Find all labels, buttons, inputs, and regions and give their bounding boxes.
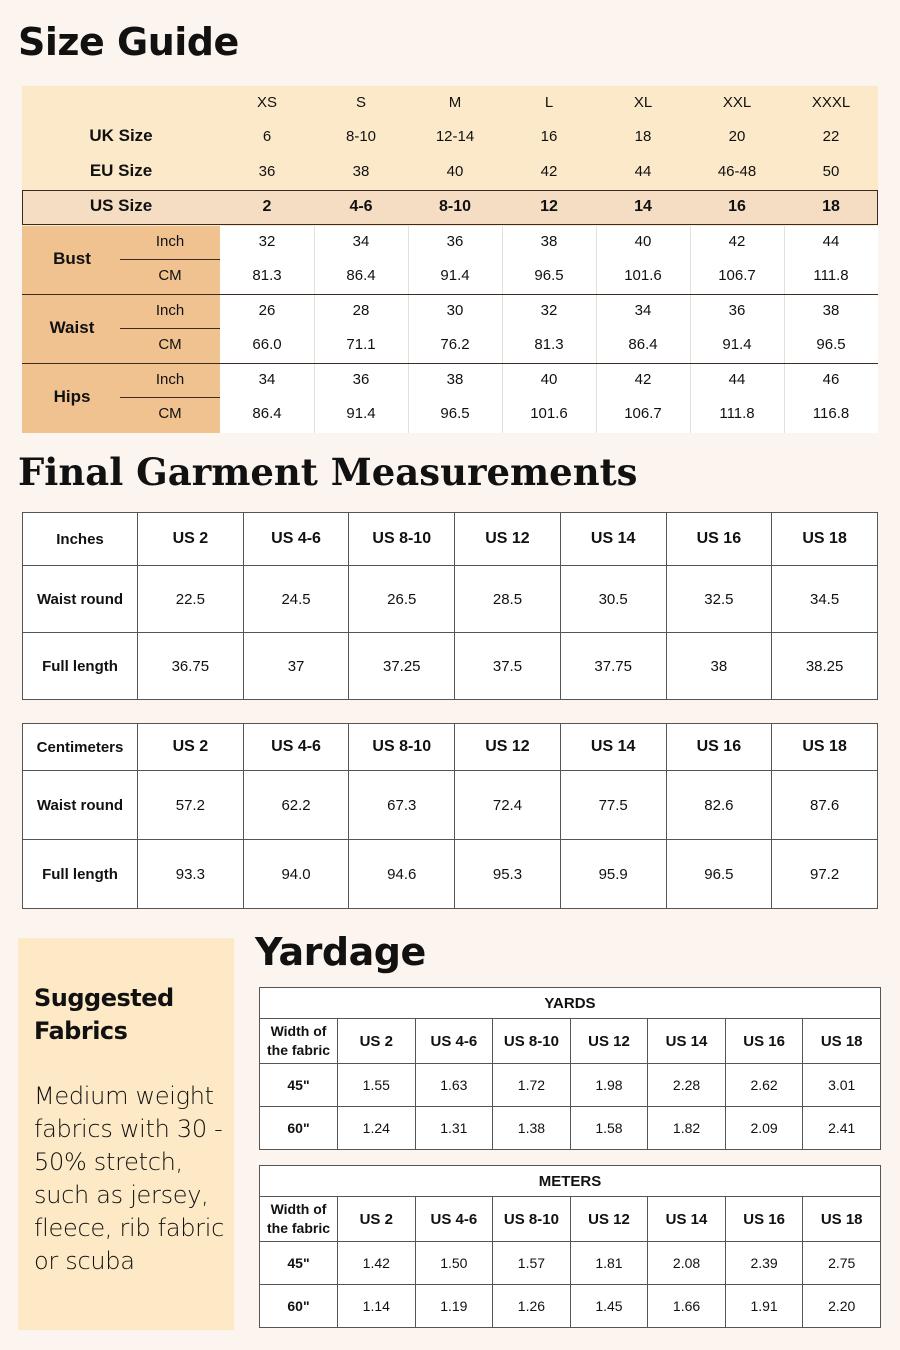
us-header: US 4-6 xyxy=(243,513,349,566)
row-label: 45" xyxy=(260,1242,338,1285)
uk-size-value: 12-14 xyxy=(435,128,475,145)
table-cell: 2.09 xyxy=(725,1107,803,1150)
eu-size-value: 36 xyxy=(258,163,276,180)
size-code: XS xyxy=(256,94,277,111)
width-of-fabric-label: Width of the fabric xyxy=(260,1197,338,1242)
table-cell: 2.08 xyxy=(648,1242,726,1285)
hips-inch-value: 38 xyxy=(446,371,464,388)
hips-inch-value: 42 xyxy=(634,371,652,388)
table-cell: 2.75 xyxy=(803,1242,881,1285)
garment-centimeters-table xyxy=(22,723,878,909)
waist-inch-value: 38 xyxy=(822,302,840,319)
bust-inch-value: 34 xyxy=(352,233,370,250)
centimeters-header: Centimeters xyxy=(23,724,138,771)
meters-header: METERS xyxy=(260,1166,881,1197)
us-size-value: 14 xyxy=(634,198,652,215)
table-cell: 62.2 xyxy=(243,771,349,840)
table-cell: 1.14 xyxy=(338,1285,416,1328)
bust-inch-value: 36 xyxy=(446,233,464,250)
us-header: US 14 xyxy=(560,724,666,771)
table-cell: 34.5 xyxy=(772,566,878,633)
us-header: US 18 xyxy=(772,513,878,566)
row-label: Full length xyxy=(23,633,138,700)
table-cell: 77.5 xyxy=(560,771,666,840)
us-header: US 8-10 xyxy=(349,724,455,771)
table-cell: 32.5 xyxy=(666,566,772,633)
us-header: US 12 xyxy=(570,1019,648,1064)
hips-label: Hips xyxy=(53,387,91,406)
table-cell: 24.5 xyxy=(243,566,349,633)
table-cell: 1.55 xyxy=(338,1064,416,1107)
us-header: US 12 xyxy=(455,724,561,771)
bust-inch-value: 32 xyxy=(258,233,276,250)
uk-size-value: 20 xyxy=(728,128,746,145)
bust-cm-value: 86.4 xyxy=(346,267,376,284)
yardage-title: Yardage xyxy=(255,930,426,974)
us-size-value: 2 xyxy=(262,198,272,215)
table-cell: 93.3 xyxy=(138,840,244,909)
waist-cm-value: 91.4 xyxy=(722,336,752,353)
table-cell: 1.42 xyxy=(338,1242,416,1285)
eu-size-value: 40 xyxy=(446,163,464,180)
us-header: US 4-6 xyxy=(415,1197,493,1242)
waist-label: Waist xyxy=(49,318,95,337)
waist-inch-value: 28 xyxy=(352,302,370,319)
hips-inch-value: 44 xyxy=(728,371,746,388)
eu-size-value: 46-48 xyxy=(717,163,757,180)
uk-size-value: 6 xyxy=(262,128,272,145)
bust-cm-value: 91.4 xyxy=(440,267,470,284)
column-separator xyxy=(784,226,785,433)
column-separator xyxy=(596,226,597,433)
hips-inch-value: 36 xyxy=(352,371,370,388)
table-row xyxy=(23,840,878,909)
uk-size-value: 18 xyxy=(634,128,652,145)
table-cell: 1.50 xyxy=(415,1242,493,1285)
row-label: 60" xyxy=(260,1107,338,1150)
waist-cm-value: 96.5 xyxy=(816,336,846,353)
waist-cm-unit: CM xyxy=(158,336,182,353)
eu-size-value: 44 xyxy=(634,163,652,180)
table-row xyxy=(260,1107,881,1150)
bust-cm-value: 81.3 xyxy=(252,267,282,284)
suggested-fabrics-text: Medium weight fabrics with 30 - 50% stretch, such as jersey, fleece, rib fabric or scuba xyxy=(34,1082,224,1275)
table-cell: 72.4 xyxy=(455,771,561,840)
size-code: M xyxy=(448,94,462,111)
us-size-label: US Size xyxy=(89,196,153,215)
table-cell: 87.6 xyxy=(772,771,878,840)
size-guide-title: Size Guide xyxy=(18,20,239,64)
table-cell: 96.5 xyxy=(666,840,772,909)
hips-cm-value: 106.7 xyxy=(624,405,662,422)
waist-inch-value: 36 xyxy=(728,302,746,319)
table-row xyxy=(260,1242,881,1285)
us-header: US 2 xyxy=(138,724,244,771)
table-cell: 1.63 xyxy=(415,1064,493,1107)
table-cell: 2.39 xyxy=(725,1242,803,1285)
table-cell: 1.66 xyxy=(648,1285,726,1328)
us-size-value: 4-6 xyxy=(349,198,373,215)
hips-inch-value: 40 xyxy=(540,371,558,388)
table-cell: 1.24 xyxy=(338,1107,416,1150)
eu-size-value: 38 xyxy=(352,163,370,180)
size-code: XL xyxy=(633,94,653,111)
eu-size-value: 42 xyxy=(540,163,558,180)
bust-inch-unit: Inch xyxy=(155,233,185,250)
table-row xyxy=(260,1064,881,1107)
us-header: US 2 xyxy=(338,1197,416,1242)
table-cell: 1.98 xyxy=(570,1064,648,1107)
hips-unit-divider xyxy=(120,397,220,398)
us-header: US 14 xyxy=(648,1197,726,1242)
us-header: US 12 xyxy=(455,513,561,566)
table-cell: 37 xyxy=(243,633,349,700)
hips-cm-value: 91.4 xyxy=(346,405,376,422)
table-cell: 1.26 xyxy=(493,1285,571,1328)
table-row xyxy=(260,1285,881,1328)
hips-cm-value: 111.8 xyxy=(719,405,755,422)
table-row xyxy=(23,633,878,700)
waist-inch-value: 26 xyxy=(258,302,276,319)
table-cell: 1.38 xyxy=(493,1107,571,1150)
uk-size-value: 16 xyxy=(540,128,558,145)
waist-unit-divider xyxy=(120,328,220,329)
table-cell: 1.31 xyxy=(415,1107,493,1150)
us-header: US 18 xyxy=(803,1197,881,1242)
size-code: L xyxy=(544,94,554,111)
us-size-value: 12 xyxy=(540,198,558,215)
table-row xyxy=(23,566,878,633)
table-cell: 94.0 xyxy=(243,840,349,909)
hips-cm-value: 86.4 xyxy=(252,405,282,422)
hips-cm-value: 101.6 xyxy=(530,405,568,422)
table-cell: 37.5 xyxy=(455,633,561,700)
size-code: XXXL xyxy=(811,94,851,111)
waist-cm-value: 76.2 xyxy=(440,336,470,353)
us-header: US 18 xyxy=(772,724,878,771)
bust-cm-unit: CM xyxy=(158,267,182,284)
row-label: 45" xyxy=(260,1064,338,1107)
us-header: US 12 xyxy=(570,1197,648,1242)
waist-inch-value: 32 xyxy=(540,302,558,319)
us-header: US 16 xyxy=(666,513,772,566)
table-cell: 2.28 xyxy=(648,1064,726,1107)
table-cell: 95.3 xyxy=(455,840,561,909)
final-garment-title: Final Garment Measurements xyxy=(18,450,638,494)
bust-inch-value: 42 xyxy=(728,233,746,250)
table-cell: 3.01 xyxy=(803,1064,881,1107)
table-cell: 97.2 xyxy=(772,840,878,909)
table-cell: 38.25 xyxy=(772,633,878,700)
bust-cm-value: 106.7 xyxy=(718,267,756,284)
bust-waist-divider xyxy=(22,294,878,295)
us-header: US 14 xyxy=(648,1019,726,1064)
us-header: US 18 xyxy=(803,1019,881,1064)
us-header: US 8-10 xyxy=(493,1019,571,1064)
row-label: Waist round xyxy=(23,771,138,840)
waist-cm-value: 86.4 xyxy=(628,336,658,353)
table-cell: 82.6 xyxy=(666,771,772,840)
hips-cm-value: 116.8 xyxy=(812,405,850,422)
table-cell: 1.58 xyxy=(570,1107,648,1150)
bust-inch-value: 44 xyxy=(822,233,840,250)
us-header: US 4-6 xyxy=(243,724,349,771)
us-header: US 2 xyxy=(338,1019,416,1064)
eu-size-value: 50 xyxy=(822,163,840,180)
waist-hips-divider xyxy=(22,363,878,364)
table-cell: 67.3 xyxy=(349,771,455,840)
measure-values-area xyxy=(220,226,878,433)
bust-cm-value: 101.6 xyxy=(624,267,662,284)
size-guide-table xyxy=(22,86,878,433)
table-cell: 26.5 xyxy=(349,566,455,633)
table-cell: 30.5 xyxy=(560,566,666,633)
table-cell: 94.6 xyxy=(349,840,455,909)
table-cell: 57.2 xyxy=(138,771,244,840)
uk-size-value: 8-10 xyxy=(345,128,377,145)
yards-header: YARDS xyxy=(260,988,881,1019)
bust-cm-value: 111.8 xyxy=(813,267,849,284)
table-cell: 1.91 xyxy=(725,1285,803,1328)
table-cell: 1.81 xyxy=(570,1242,648,1285)
inches-header: Inches xyxy=(23,513,138,566)
bust-inch-value: 38 xyxy=(540,233,558,250)
table-cell: 2.41 xyxy=(803,1107,881,1150)
size-code: XXL xyxy=(722,94,752,111)
waist-cm-value: 66.0 xyxy=(252,336,282,353)
table-cell: 2.62 xyxy=(725,1064,803,1107)
table-cell: 95.9 xyxy=(560,840,666,909)
bust-inch-value: 40 xyxy=(634,233,652,250)
table-cell: 1.82 xyxy=(648,1107,726,1150)
table-cell: 37.75 xyxy=(560,633,666,700)
width-of-fabric-label: Width of the fabric xyxy=(260,1019,338,1064)
us-size-value: 16 xyxy=(728,198,746,215)
row-label: Waist round xyxy=(23,566,138,633)
table-cell: 2.20 xyxy=(803,1285,881,1328)
column-separator xyxy=(314,226,315,433)
table-cell: 38 xyxy=(666,633,772,700)
yards-table xyxy=(259,987,881,1150)
bust-unit-divider xyxy=(120,259,220,260)
us-size-value: 18 xyxy=(822,198,840,215)
table-cell: 37.25 xyxy=(349,633,455,700)
uk-size-label: UK Size xyxy=(89,126,153,145)
us-header: US 16 xyxy=(725,1019,803,1064)
size-code: S xyxy=(355,94,366,111)
bust-cm-value: 96.5 xyxy=(534,267,564,284)
column-separator xyxy=(408,226,409,433)
waist-inch-value: 34 xyxy=(634,302,652,319)
hips-inch-value: 34 xyxy=(258,371,276,388)
column-separator xyxy=(502,226,503,433)
table-cell: 36.75 xyxy=(138,633,244,700)
hips-cm-value: 96.5 xyxy=(440,405,470,422)
uk-size-value: 22 xyxy=(822,128,840,145)
us-header: US 8-10 xyxy=(349,513,455,566)
bust-label: Bust xyxy=(53,249,91,268)
us-size-value: 8-10 xyxy=(438,198,472,215)
us-header: US 8-10 xyxy=(493,1197,571,1242)
waist-inch-unit: Inch xyxy=(155,302,185,319)
meters-table xyxy=(259,1165,881,1328)
waist-inch-value: 30 xyxy=(446,302,464,319)
table-cell: 1.57 xyxy=(493,1242,571,1285)
waist-cm-value: 71.1 xyxy=(346,336,376,353)
us-header: US 4-6 xyxy=(415,1019,493,1064)
table-cell: 1.19 xyxy=(415,1285,493,1328)
table-cell: 1.45 xyxy=(570,1285,648,1328)
column-separator xyxy=(690,226,691,433)
us-header: US 14 xyxy=(560,513,666,566)
hips-inch-unit: Inch xyxy=(155,371,185,388)
us-header: US 2 xyxy=(138,513,244,566)
us-header: US 16 xyxy=(666,724,772,771)
hips-inch-value: 46 xyxy=(822,371,840,388)
row-label: Full length xyxy=(23,840,138,909)
us-header: US 16 xyxy=(725,1197,803,1242)
table-cell: 1.72 xyxy=(493,1064,571,1107)
table-row xyxy=(23,771,878,840)
suggested-fabrics-heading: Suggested Fabrics xyxy=(34,984,174,1045)
table-cell: 28.5 xyxy=(455,566,561,633)
waist-cm-value: 81.3 xyxy=(534,336,564,353)
eu-size-label: EU Size xyxy=(89,161,153,180)
table-cell: 22.5 xyxy=(138,566,244,633)
garment-inches-table xyxy=(22,512,878,700)
row-label: 60" xyxy=(260,1285,338,1328)
hips-cm-unit: CM xyxy=(158,405,182,422)
